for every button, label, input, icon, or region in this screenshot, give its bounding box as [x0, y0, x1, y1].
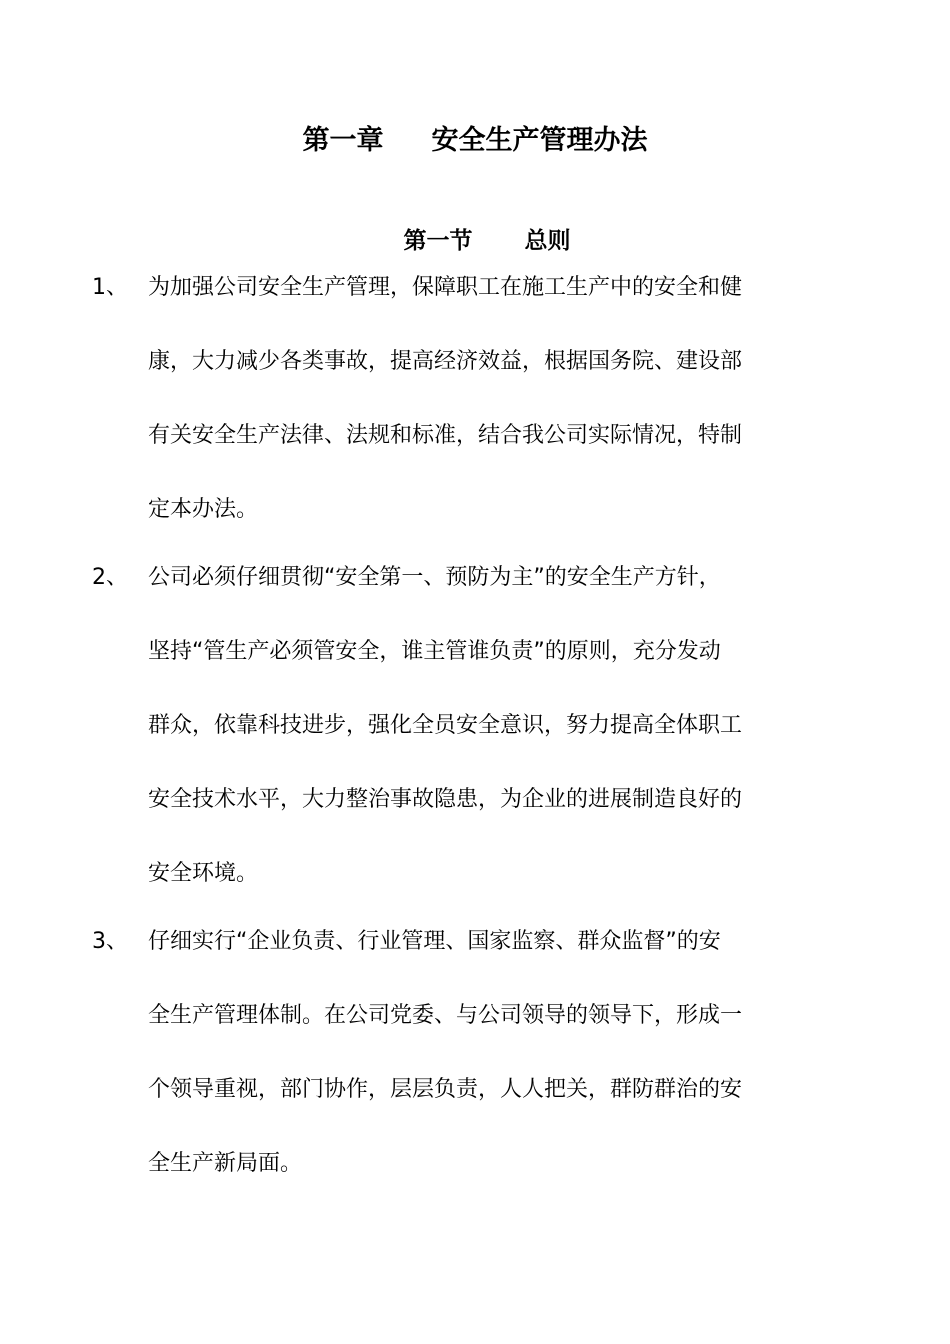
text-line: 全生产新局面。 [148, 1151, 303, 1176]
item-text [148, 541, 816, 911]
item-number: 1、 [92, 275, 128, 300]
text-line: 全生产管理体制。在公司党委、与公司领导的领导下，形成一 [148, 1003, 743, 1028]
text-line: 定本办法。 [148, 497, 259, 522]
text-line: 安全技术水平，大力整治事故隐患，为企业的进展制造良好的 [148, 787, 743, 812]
chapter-name: 安全生产管理办法 [431, 125, 648, 156]
text-line: 公司必须仔细贯彻“安全第一、预防为主”的安全生产方针， [148, 565, 721, 590]
item-number: 3、 [92, 929, 128, 954]
text-line: 康，大力减少各类事故，提高经济效益，根据国务院、建设部 [148, 349, 743, 374]
text-line: 群众，依靠科技进步，强化全员安全意识，努力提高全体职工 [148, 713, 743, 738]
item-text [148, 905, 816, 1201]
chapter-title [0, 118, 950, 157]
text-line: 安全环境。 [148, 861, 259, 886]
section-number: 第一节 [403, 228, 473, 254]
text-line: 个领导重视，部门协作，层层负责，人人把关，群防群治的安 [148, 1077, 743, 1102]
text-line: 坚持“管生产必须管安全，谁主管谁负责”的原则，充分发动 [148, 639, 721, 664]
text-line: 为加强公司安全生产管理，保障职工在施工生产中的安全和健 [148, 275, 743, 300]
item-number: 2、 [92, 565, 128, 590]
chapter-number: 第一章 [302, 125, 384, 156]
text-line: 仔细实行“企业负责、行业管理、国家监察、群众监督”的安 [148, 929, 721, 954]
text-line: 有关安全生产法律、法规和标准，结合我公司实际情况，特制 [148, 423, 743, 448]
item-text [148, 251, 816, 547]
section-name: 总则 [524, 228, 571, 254]
